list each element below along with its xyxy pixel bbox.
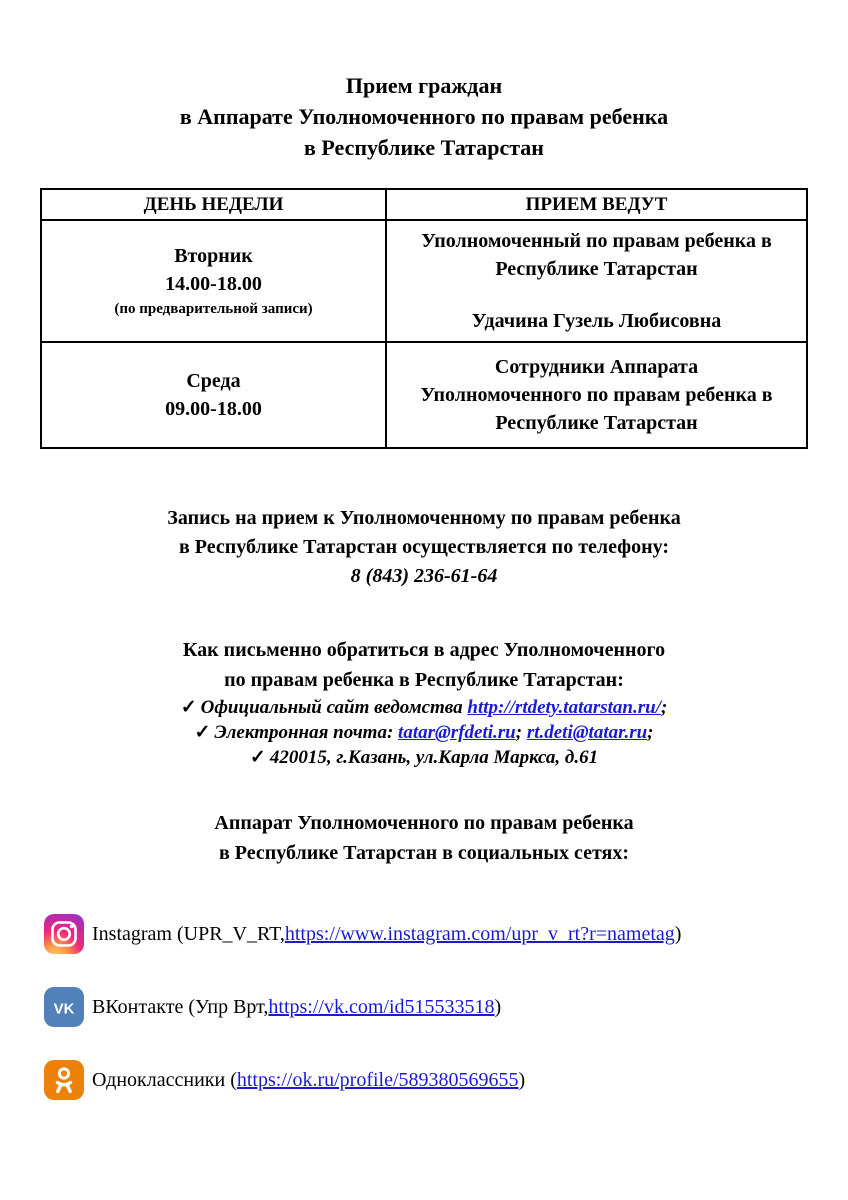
table-row-tuesday — [41, 220, 807, 342]
checkmark-icon: ✓ — [180, 697, 197, 718]
email-separator: ; — [515, 722, 527, 743]
cell-wednesday-who — [386, 342, 807, 448]
social-row-vkontakte — [44, 987, 808, 1027]
social-heading-line-2: в Республике Татарстан в социальных сетях: — [218, 842, 630, 864]
email-link-1[interactable]: tatar@rfdeti.ru — [398, 722, 516, 743]
contact-item-email — [40, 720, 808, 745]
postal-address: 420015, г.Казань, ул.Карла Маркса, д.61 — [269, 747, 599, 768]
checkmark-icon: ✓ — [249, 747, 266, 768]
phone-line-1: Запись на прием к Уполномоченному по правам ребенка — [167, 507, 681, 529]
heading-line-2: по правам ребенка в Республике Татарстан: — [224, 669, 624, 691]
contact-item-website — [40, 695, 808, 720]
title-line-1: Прием граждан — [345, 73, 503, 98]
social-label: Одноклассники ( — [92, 1068, 237, 1091]
instagram-link[interactable]: https://www.instagram.com/upr_v_rt?r=nametag — [284, 922, 675, 945]
vkontakte-link[interactable]: https://vk.com/id515533518 — [268, 995, 495, 1018]
reception-schedule-table — [40, 188, 808, 449]
odnoklassniki-link[interactable]: https://ok.ru/profile/589380569655 — [236, 1068, 519, 1091]
title-line-3: в Республике Татарстан — [304, 135, 544, 160]
item-suffix: ; — [647, 722, 654, 743]
who-line: Уполномоченного по правам ребенка в — [420, 384, 773, 406]
day-name: Вторник — [174, 245, 253, 267]
svg-text:VK: VK — [53, 1000, 75, 1018]
who-name: Удачина Гузель Любисовна — [471, 310, 722, 332]
contact-item-address — [40, 745, 808, 770]
cell-tuesday-who — [386, 220, 807, 342]
day-note: (по предварительной записи) — [114, 301, 313, 317]
who-line: Уполномоченный по правам ребенка в — [421, 230, 772, 252]
social-heading-line-1: Аппарат Уполномоченного по правам ребенка — [214, 812, 634, 834]
item-suffix: ; — [660, 697, 668, 718]
header-day-of-week: ДЕНЬ НЕДЕЛИ — [41, 189, 386, 220]
social-row-instagram — [44, 914, 808, 954]
social-row-odnoklassniki — [44, 1060, 808, 1100]
social-suffix: ) — [494, 995, 502, 1018]
social-label: Instagram (UPR_V_RT, — [92, 922, 285, 945]
document-title — [40, 70, 808, 163]
phone-line-2: в Республике Татарстан осуществляется по телефону: — [178, 536, 669, 558]
social-label: ВКонтакте (Упр Врт, — [92, 995, 269, 1018]
who-gap — [395, 283, 798, 307]
table-header-row — [41, 189, 807, 220]
title-line-2: в Аппарате Уполномоченного по правам ребенка — [179, 104, 669, 129]
ok-icon — [44, 1060, 84, 1100]
email-label: Электронная почта: — [214, 722, 399, 743]
cell-tuesday-schedule — [41, 220, 386, 342]
table-row-wednesday — [41, 342, 807, 448]
heading-line-1: Как письменно обратиться в адрес Уполномоченного — [182, 639, 666, 661]
written-contact-block — [40, 635, 808, 770]
email-link-2[interactable]: rt.deti@tatar.ru — [526, 722, 648, 743]
day-name: Среда — [186, 370, 241, 392]
day-time: 09.00-18.00 — [165, 398, 262, 420]
checkmark-icon: ✓ — [194, 722, 211, 743]
phone-number: 8 (843) 236-61-64 — [350, 565, 498, 587]
website-label: Официальный сайт ведомства — [200, 697, 468, 718]
social-suffix: ) — [674, 922, 682, 945]
who-line: Сотрудники Аппарата — [494, 356, 699, 378]
website-link[interactable]: http://rtdety.tatarstan.ru/ — [467, 697, 661, 718]
social-links-list — [40, 914, 808, 1100]
who-line: Республике Татарстан — [495, 258, 698, 280]
social-suffix: ) — [518, 1068, 526, 1091]
written-contact-heading — [40, 635, 808, 695]
phone-appointment-block — [40, 504, 808, 591]
vk-icon — [44, 987, 84, 1027]
header-reception-by: ПРИЕМ ВЕДУТ — [386, 189, 807, 220]
cell-wednesday-schedule — [41, 342, 386, 448]
who-line: Республике Татарстан — [495, 412, 698, 434]
social-networks-heading — [40, 808, 808, 868]
instagram-icon — [44, 914, 84, 954]
day-time: 14.00-18.00 — [165, 273, 262, 295]
